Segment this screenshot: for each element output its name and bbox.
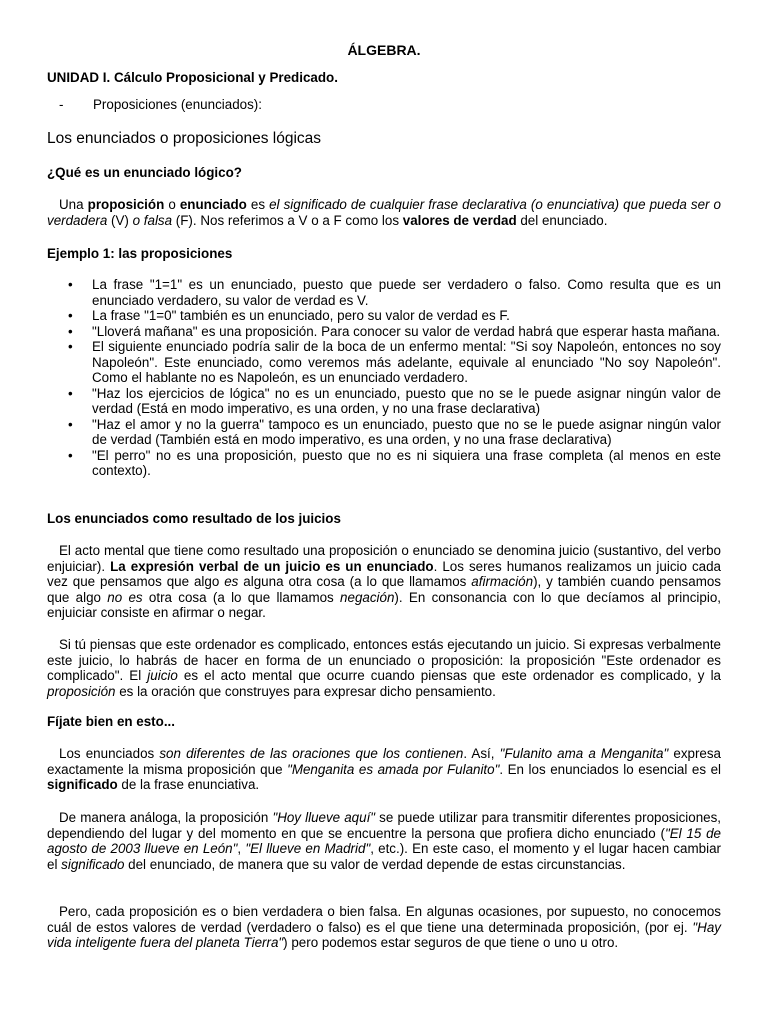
list-item: • La frase "1=0" también es un enunciado, pero su valor de verdad es F.	[68, 308, 510, 323]
list-dash: -	[59, 97, 64, 112]
subtopic-label: Proposiciones (enunciados):	[93, 97, 262, 112]
list-item: • "Lloverá mañana" es una proposición. Para conocer su valor de verdad habrá que esperar hasta mañana.	[68, 323, 721, 339]
paragraph-definition: Una proposición o enunciado es el significado de cualquier frase declarativa (o enunciativa) que pueda ser o verdadera (V) o falsa (F). Nos referimos a V o a F como los valores de verdad del enunciado.	[47, 197, 721, 228]
paragraph-llueve: De manera análoga, la proposición "Hoy llueve aquí" se puede utilizar para transmitir diferentes proposiciones, dependiendo del lugar y del momento en que se encuentre la persona que profiera dicho enunciado ("El 15 de agosto de 2003 llueve en León", "El llueve en Madrid", etc.). En este caso, el momento y el lugar hacen cambiar el significado del enunciado, de manera que su valor de verdad depende de estas circunstancias.	[47, 810, 722, 872]
list-item: • "El perro" no es una proposición, puesto que no es ni siquiera una frase completa (al menos en este contexto).	[68, 447, 721, 478]
paragraph-verdadera: Pero, cada proposición es o bien verdadera o bien falsa. En algunas ocasiones, por supuesto, no conocemos cuál de estos valores de verdad (verdadero o falso) es el que tiene una determinada proposición, (por ej. "Hay vida inteligente fuera del planeta Tierra") pero podemos estar seguros de que tiene o uno u otro.	[47, 904, 721, 950]
question-heading: ¿Qué es un enunciado lógico?	[47, 165, 242, 180]
unit-heading: UNIDAD I. Cálculo Proposicional y Predicado.	[47, 70, 338, 85]
juicios-heading: Los enunciados como resultado de los juicios	[47, 511, 341, 526]
paragraph-ordenador: Si tú piensas que este ordenador es complicado, entonces estás ejecutando un juicio. Si expresas verbalmente este juicio, lo habrás de hacer en forma de un enunciado o proposición: la proposición "Este ordenador es complicado". El juicio es el acto mental que ocurre cuando piensas que este ordenador es complicado, y la proposición es la oración que construyes para expresar dicho pensamiento.	[47, 637, 721, 699]
page-title: ÁLGEBRA.	[347, 42, 421, 58]
example-heading: Ejemplo 1: las proposiciones	[47, 246, 233, 261]
list-item: • La frase "1=1" es un enunciado, puesto que puede ser verdadero o falso. Como resulta que es un enunciado verdadero, su valor de verdad es V.	[68, 277, 721, 308]
subtopic-item	[59, 97, 262, 113]
list-item: • El siguiente enunciado podría salir de la boca de un enfermo mental: "Si soy Napoleón, entonces no soy Napoleón". Este enunciado, como veremos más adelante, equivale al enunciado "No soy Napoleón". Como el hablante no es Napoleón, es un enunciado verdadero.	[68, 339, 721, 385]
list-item: • "Haz el amor y no la guerra" tampoco es un enunciado, puesto que no se le puede asignar ningún valor de verdad (También está en modo imperativo, es una orden, y no una frase declarativa)	[68, 416, 721, 447]
paragraph-juicios: El acto mental que tiene como resultado una proposición o enunciado se denomina juicio (sustantivo, del verbo enjuiciar). La expresión verbal de un juicio es un enunciado. Los seres humanos realizamos un juicio cada vez que pensamos que algo es alguna otra cosa (a lo que llamamos afirmación), y también cuando pensamos que algo no es otra cosa (a lo que llamamos negación). En consonancia con lo que decíamos al principio, enjuiciar consiste en afirmar o negar.	[47, 543, 721, 620]
fijate-heading: Fíjate bien en esto...	[47, 714, 175, 729]
section-title: Los enunciados o proposiciones lógicas	[47, 130, 322, 147]
list-item: • "Haz los ejercicios de lógica" no es un enunciado, puesto que no se le puede asignar ningún valor de verdad (Está en modo imperativo, es una orden, y no una frase declarativa)	[68, 385, 721, 416]
paragraph-oraciones: Los enunciados son diferentes de las oraciones que los contienen. Así, "Fulanito ama a Menganita" expresa exactamente la misma proposición que "Menganita es amada por Fulanito". En los enunciados lo esencial es el significado de la frase enunciativa.	[47, 746, 722, 792]
examples-list	[47, 277, 721, 479]
